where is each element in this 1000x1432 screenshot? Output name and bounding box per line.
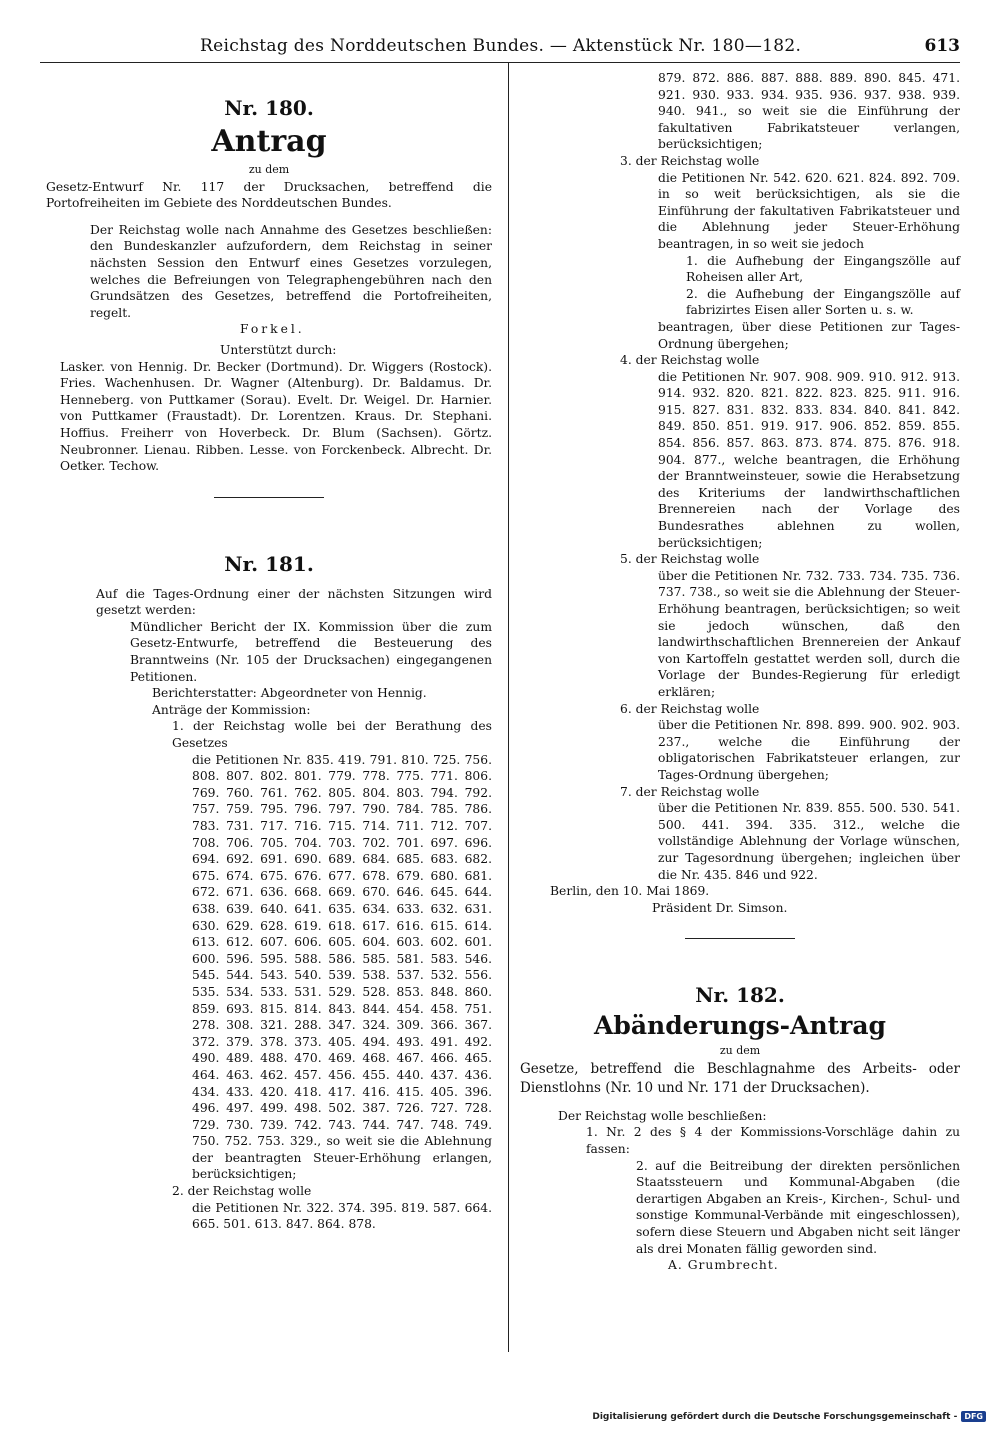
nr182-number: Nr. 182. bbox=[695, 983, 785, 1008]
nr180-supporters: Lasker. von Hennig. Dr. Becker (Dortmund). Dr. Wiggers (Rostock). Fries. Wachenhusen. Dr. Wagner (Altenburg). Dr. Baldamus. Dr. Henneberg. von Puttkamer (Sorau). Evelt. Dr. Weigel. Dr. Harnier. von Puttkamer (Fraustadt). Dr. Lorentzen. Kraus. Dr. Stephani. Hoffius. Freiherr von Hoverbeck. Dr. Blum (Sachsen). Görtz. Neubronner. Lienau. Ribben. Lesse. von Forckenbeck. Albrecht. Dr. Oetker. Techow. bbox=[60, 359, 492, 474]
nr180-supported-by: Unterstützt durch: bbox=[220, 342, 337, 357]
nr181-motion-1-numbers: die Petitionen Nr. 835. 419. 791. 810. 725. 756. 808. 807. 802. 801. 779. 778. 775. 771. 806. 769. 760. 761. 762. 805. 804. 803. 794. 792. 757. 759. 795. 796. 797. 790. 784. 785. 786. 783. 731. 717. 716. 715. 714. 711. 712. 707. 708. 706. 705. 704. 703. 702. 701. 697. 696. 694. 692. 691. 690. 689. 684. 685. 683. 682. 675. 674. 675. 676. 677. 678. 679. 680. 681. 672. 671. 636. 668. 669. 670. 646. 645. 644. 638. 639. 640. 641. 635. 634. 633. 632. 631. 630. 629. 628. 619. 618. 617. 616. 615. 614. 613. 612. 607. 606. 605. 604. 603. 602. 601. 600. 596. 595. 588. 586. 585. 581. 583. 546. 545. 544. 543. 540. 539. 538. 537. 532. 556. 535. 534. 533. 531. 529. 528. 853. 848. 860. 859. 693. 815. 814. 843. 844. 454. 458. 751. 278. 308. 321. 288. 347. 324. 309. 366. 367. 372. 379. 378. 373. 405. 494. 493. 491. 492. 490. 489. 488. 470. 469. 468. 467. 466. 465. 464. 463. 462. 457. 456. 455. 440. 437. 436. 434. 433. 420. 418. 417. 416. 415. 405. 396. 496. 497. 499. 498. 502. 387. 726. 727. 728. 729. 730. 739. 742. 743. 744. 747. 748. 749. 750. 752. 753. 329., so weit sie die Ablehnung der beantragten Steuer-Erhöhung erlangen, berücksichtigen; bbox=[192, 752, 492, 1182]
motion-3-body: die Petitionen Nr. 542. 620. 621. 824. 892. 709. in so weit berücksichtigen, als sie die Einführung der fakultativen Fabrikatsteuer und die Ablehnung jeder Steuer-Erhöhung beantragen, in so weit sie jedoch bbox=[658, 170, 960, 251]
motion-6 bbox=[520, 701, 960, 718]
separator-180 bbox=[214, 497, 324, 498]
motion-4 bbox=[520, 352, 960, 369]
separator-181 bbox=[685, 938, 795, 939]
digitization-footer bbox=[592, 1411, 986, 1422]
nr180-title: Antrag bbox=[211, 124, 327, 159]
nr181-motion-2-numbers: die Petitionen Nr. 322. 374. 395. 819. 587. 664. 665. 501. 613. 847. 864. 878. bbox=[192, 1200, 492, 1232]
motion-3 bbox=[520, 153, 960, 170]
nr180-zu-dem: zu dem bbox=[248, 163, 290, 176]
nr180-signer: Forkel. bbox=[240, 322, 305, 337]
president-signature: Präsident Dr. Simson. bbox=[652, 900, 788, 915]
nr182-signer: A. Grumbrecht. bbox=[668, 1258, 779, 1273]
motion-3-tail: beantragen, über diese Petitionen zur Tages-Ordnung übergehen; bbox=[658, 319, 960, 351]
running-title: Reichstag des Norddeutschen Bundes. — Aktenstück Nr. 180—182. bbox=[200, 36, 802, 56]
nr181-motions-heading: Anträge der Kommission: bbox=[152, 702, 311, 717]
right-column bbox=[520, 70, 960, 1274]
motion-2-label: 2. bbox=[172, 1184, 184, 1199]
nr182-item-2: 2. auf die Beitreibung der direkten persönlichen Staatssteuern und Kommunal-Abgaben (die derartigen Abgaben an Kreis-, Kirchen-, Schul- und sonstige Kommunal-Verbände mit eingeschlossen), sofern diese Steuern und Abgaben nicht seit länger als drei Monaten fällig geworden sind. bbox=[636, 1158, 960, 1256]
motion-7 bbox=[520, 784, 960, 801]
motion-6-text: der Reichstag wolle bbox=[635, 701, 760, 716]
footer-text: Digitalisierung gefördert durch die Deutsche Forschungsgemeinschaft - bbox=[592, 1411, 958, 1422]
motion-5-text: der Reichstag wolle bbox=[635, 552, 760, 567]
motion-6-body: über die Petitionen Nr. 898. 899. 900. 902. 903. 237., welche die Einführung der obligatorischen Fabrikatsteuer erlangen, zur Tages-Ordnung übergehen; bbox=[658, 718, 960, 782]
nr180-number: Nr. 180. bbox=[224, 96, 314, 120]
page-header bbox=[40, 34, 960, 60]
motion-1-text: der Reichstag wolle bei der Berathung des Gesetzes bbox=[172, 719, 492, 751]
nr182-title: Abänderungs-Antrag bbox=[593, 1011, 887, 1041]
motion-5 bbox=[520, 551, 960, 568]
motion-4-body: die Petitionen Nr. 907. 908. 909. 910. 912. 913. 914. 932. 820. 821. 822. 823. 825. 911. 916. 915. 827. 831. 832. 833. 834. 840. 841. 842. 849. 850. 851. 919. 917. 906. 852. 859. 855. 854. 856. 857. 863. 873. 874. 875. 876. 918. 904. 877., welche beantragen, die Erhöhung der Branntweinsteuer, sowie die Herabsetzung des Kriteriums der landwirthschaftlichen Brennereien nach der Vorlage des Bundesrathes ablehnen zu wollen, berücksichtigen; bbox=[658, 369, 960, 550]
nr181-number: Nr. 181. bbox=[224, 551, 314, 576]
nr182-intro: Der Reichstag wolle beschließen: bbox=[558, 1108, 767, 1123]
page-number: 613 bbox=[924, 36, 960, 56]
column-rule bbox=[508, 62, 509, 1352]
motion-5-label: 5. bbox=[620, 552, 632, 567]
motion-3-text: der Reichstag wolle bbox=[635, 153, 760, 168]
left-column bbox=[40, 96, 498, 1233]
motion-3-label: 3. bbox=[620, 153, 632, 168]
motion-7-body: über die Petitionen Nr. 839. 855. 500. 530. 541. 500. 441. 394. 335. 312., welche die vollständige Ablehnung der Vorlage wünschen, zur Tagesordnung übergehen; ingleichen über die Nr. 435. 846 und 922. bbox=[658, 801, 960, 882]
motion-6-label: 6. bbox=[620, 701, 632, 716]
dfg-logo: DFG bbox=[961, 1411, 986, 1422]
header-rule bbox=[40, 62, 960, 63]
motion-7-label: 7. bbox=[620, 784, 632, 799]
nr181-item: Mündlicher Bericht der IX. Kommission über die zum Gesetz-Entwurfe, betreffend die Besteuerung des Branntweins (Nr. 105 der Drucksachen) eingegangenen Petitionen. bbox=[130, 619, 492, 684]
nr182-item-1: 1. Nr. 2 des § 4 der Kommissions-Vorschläge dahin zu fassen: bbox=[586, 1125, 960, 1157]
motion-4-text: der Reichstag wolle bbox=[635, 353, 760, 368]
nr180-subject: Gesetz-Entwurf Nr. 117 der Drucksachen, betreffend die Portofreiheiten im Gebiete des Norddeutschen Bundes. bbox=[46, 179, 492, 211]
motion-7-text: der Reichstag wolle bbox=[635, 784, 760, 799]
nr180-body: Der Reichstag wolle nach Annahme des Gesetzes beschließen: den Bundeskanzler aufzufordern, dem Reichstag in seiner nächsten Session den Entwurf eines Gesetzes vorzulegen, welches die Befreiungen von Telegraphengebühren nach den Grundsätzen des Gesetzes, betreffend die Portofreiheiten, regelt. bbox=[90, 222, 492, 320]
date-line: Berlin, den 10. Mai 1869. bbox=[550, 884, 710, 899]
nr181-reporter: Berichterstatter: Abgeordneter von Hennig. bbox=[152, 686, 427, 701]
nr181-intro: Auf die Tages-Ordnung einer der nächsten Sitzungen wird gesetzt werden: bbox=[96, 586, 492, 618]
motion-2-continued: 879. 872. 886. 887. 888. 889. 890. 845. 471. 921. 930. 933. 934. 935. 936. 937. 938. 939. 940. 941., so weit sie die Einführung der fakultativen Fabrikatsteuer verlangen, berücksichtigen; bbox=[658, 71, 960, 152]
nr182-zu-dem: zu dem bbox=[719, 1044, 761, 1058]
nr181-motion-1 bbox=[40, 718, 498, 751]
motion-1-label: 1. bbox=[172, 719, 184, 734]
nr182-subject: Gesetze, betreffend die Beschlagnahme des Arbeits- oder Dienstlohns (Nr. 10 und Nr. 171 der Drucksachen). bbox=[520, 1060, 960, 1096]
nr181-motion-2 bbox=[40, 1183, 498, 1200]
motion-3-sub-1: 1. die Aufhebung der Eingangszölle auf Roheisen aller Art, bbox=[686, 253, 960, 285]
motion-3-sub-2: 2. die Aufhebung der Eingangszölle auf fabrizirtes Eisen aller Sorten u. s. w. bbox=[686, 286, 960, 318]
motion-5-body: über die Petitionen Nr. 732. 733. 734. 735. 736. 737. 738., so weit sie die Ablehnung der Steuer-Erhöhung beantragen, berücksichtigen; so weit sie jedoch wünschen, daß den landwirthschaftlichen Brennereien der Ankauf von Kartoffeln gestattet werden soll, durch die Vorlage der Bundes-Regierung für erledigt erklären; bbox=[658, 568, 960, 699]
motion-2-text: der Reichstag wolle bbox=[187, 1184, 312, 1199]
motion-4-label: 4. bbox=[620, 353, 632, 368]
